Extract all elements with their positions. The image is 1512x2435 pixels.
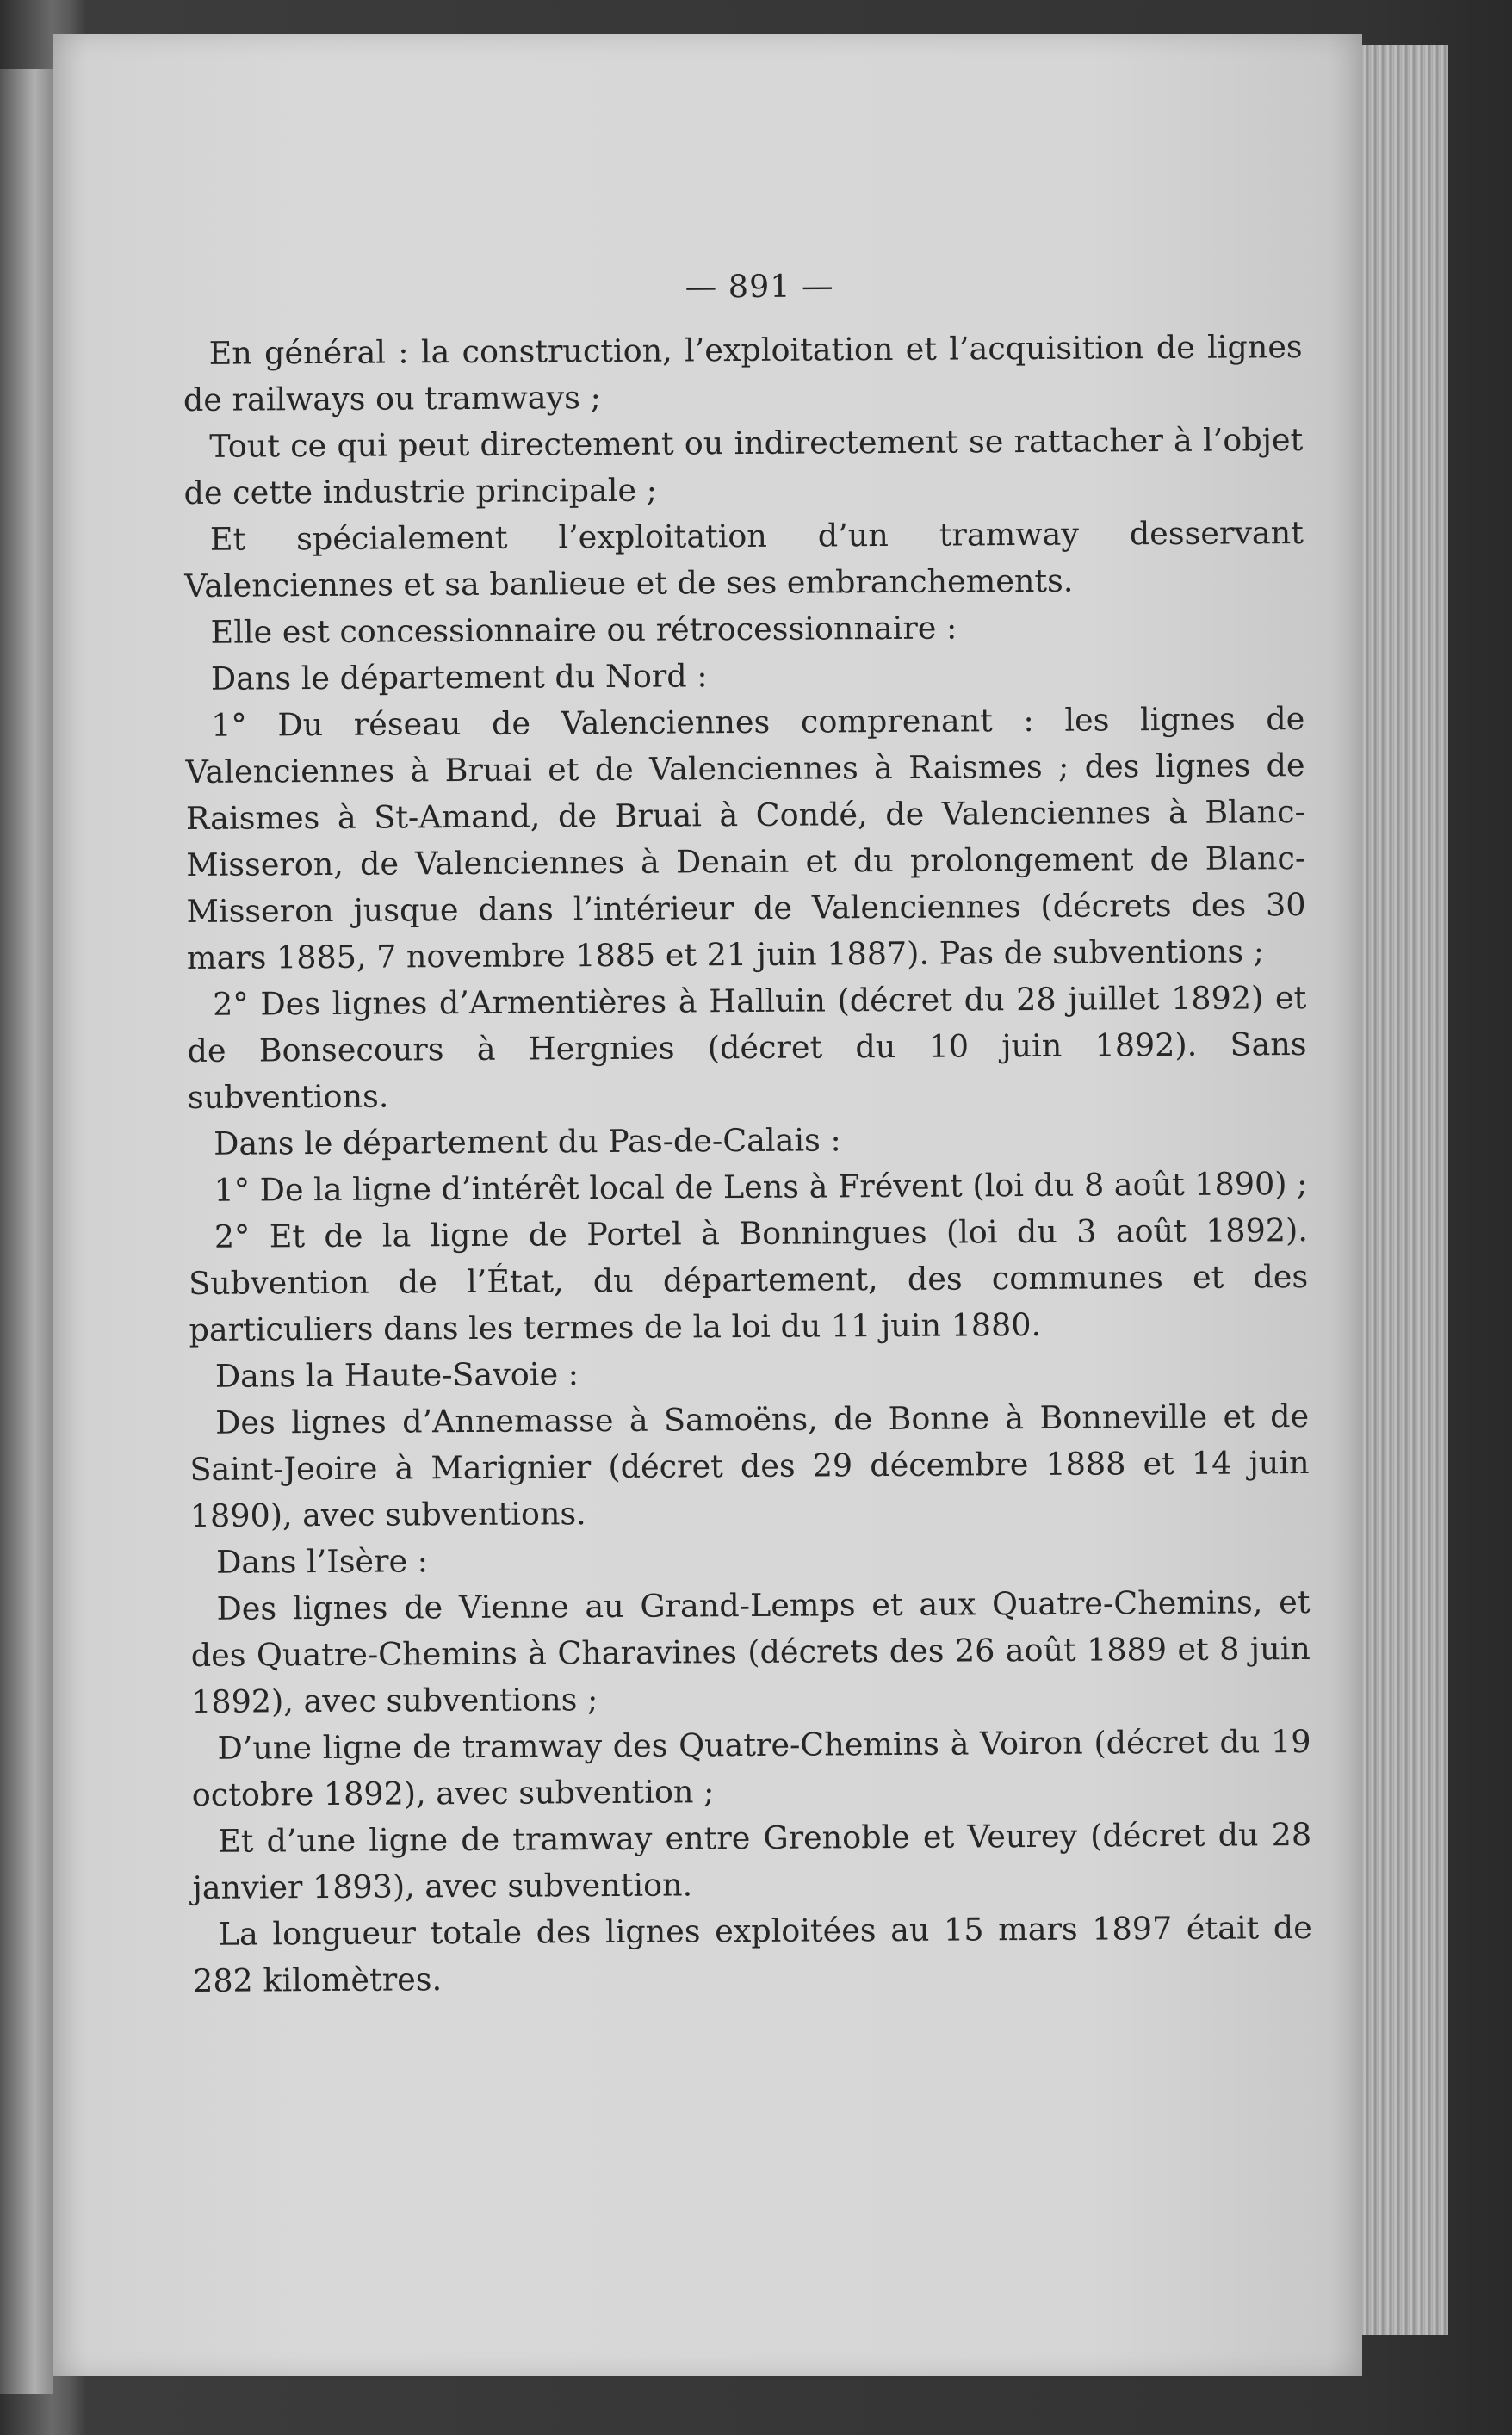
paragraph-14: Des lignes de Vienne au Grand-Lemps et aux Quatre-Chemins, et des Quatre-Chemins à Charavines (décrets des 26 août 1889 et 8 juin 1892), avec subventions ; xyxy=(190,1583,1311,1720)
text-block xyxy=(183,260,1312,2004)
paragraph-17: La longueur totale des lignes exploitées au 15 mars 1897 était de 282 kilomètres. xyxy=(193,1909,1312,1999)
page-stack-edges xyxy=(1362,45,1448,2335)
paragraph-2: Tout ce qui peut directement ou indirectement se rattacher à l’objet de cette industrie principale ; xyxy=(183,421,1304,511)
paragraph-5: Dans le département du Nord : xyxy=(210,657,708,697)
paragraph-11: Dans la Haute-Savoie : xyxy=(214,1355,579,1395)
book-page xyxy=(53,34,1362,2376)
paragraph-3: Et spécialement l’exploitation d’un tramway desservant Valenciennes et sa banlieue et de ses embranchements. xyxy=(184,514,1304,604)
left-page-edge xyxy=(0,69,53,2394)
paragraph-13: Dans l’Isère : xyxy=(216,1542,429,1581)
paragraph-16: Et d’une ligne de tramway entre Grenoble et Veurey (décret du 28 janvier 1893), avec subvention. xyxy=(192,1816,1312,1906)
page-number: — 891 — xyxy=(685,267,834,306)
paragraph-8: Dans le département du Pas-de-Calais : xyxy=(214,1121,841,1162)
paragraph-1: En général : la construction, l’exploitation et l’acquisition de lignes de railways ou tramways ; xyxy=(183,328,1303,418)
paragraph-9: 1° De la ligne d’intérêt local de Lens à Frévent (loi du 8 août 1890) ; xyxy=(214,1165,1308,1209)
paragraph-15: D’une ligne de tramway des Quatre-Chemins à Voiron (décret du 19 octobre 1892), avec subvention ; xyxy=(191,1723,1311,1813)
paragraph-6: 1° Du réseau de Valenciennes comprenant : les lignes de Valenciennes à Bruai et de Valenciennes à Raismes ; des lignes de Raismes à St-Amand, de Bruai à Condé, de Valenciennes à Blanc-Misseron, de Valenciennes à Denain et du prolongement de Blanc-Misseron jusque dans l’intérieur de Valenciennes (décrets des 30 mars 1885, 7 novembre 1885 et 21 juin 1887). Pas de subventions ; xyxy=(185,700,1306,976)
paragraph-7: 2° Des lignes d’Armentières à Halluin (décret du 28 juillet 1892) et de Bonsecours à Hergnies (décret du 10 juin 1892). Sans subventions. xyxy=(187,979,1307,1116)
paragraph-4: Elle est concessionnaire ou rétrocessionnaire : xyxy=(210,609,957,651)
paragraph-12: Des lignes d’Annemasse à Samoëns, de Bonne à Bonneville et de Saint-Jeoire à Marignier (décret des 29 décembre 1888 et 14 juin 1890), avec subventions. xyxy=(189,1397,1310,1534)
paragraph-10: 2° Et de la ligne de Portel à Bonningues (loi du 3 août 1892). Subvention de l’État, du département, des communes et des particuliers dans les termes de la loi du 11 juin 1880. xyxy=(189,1211,1309,1348)
